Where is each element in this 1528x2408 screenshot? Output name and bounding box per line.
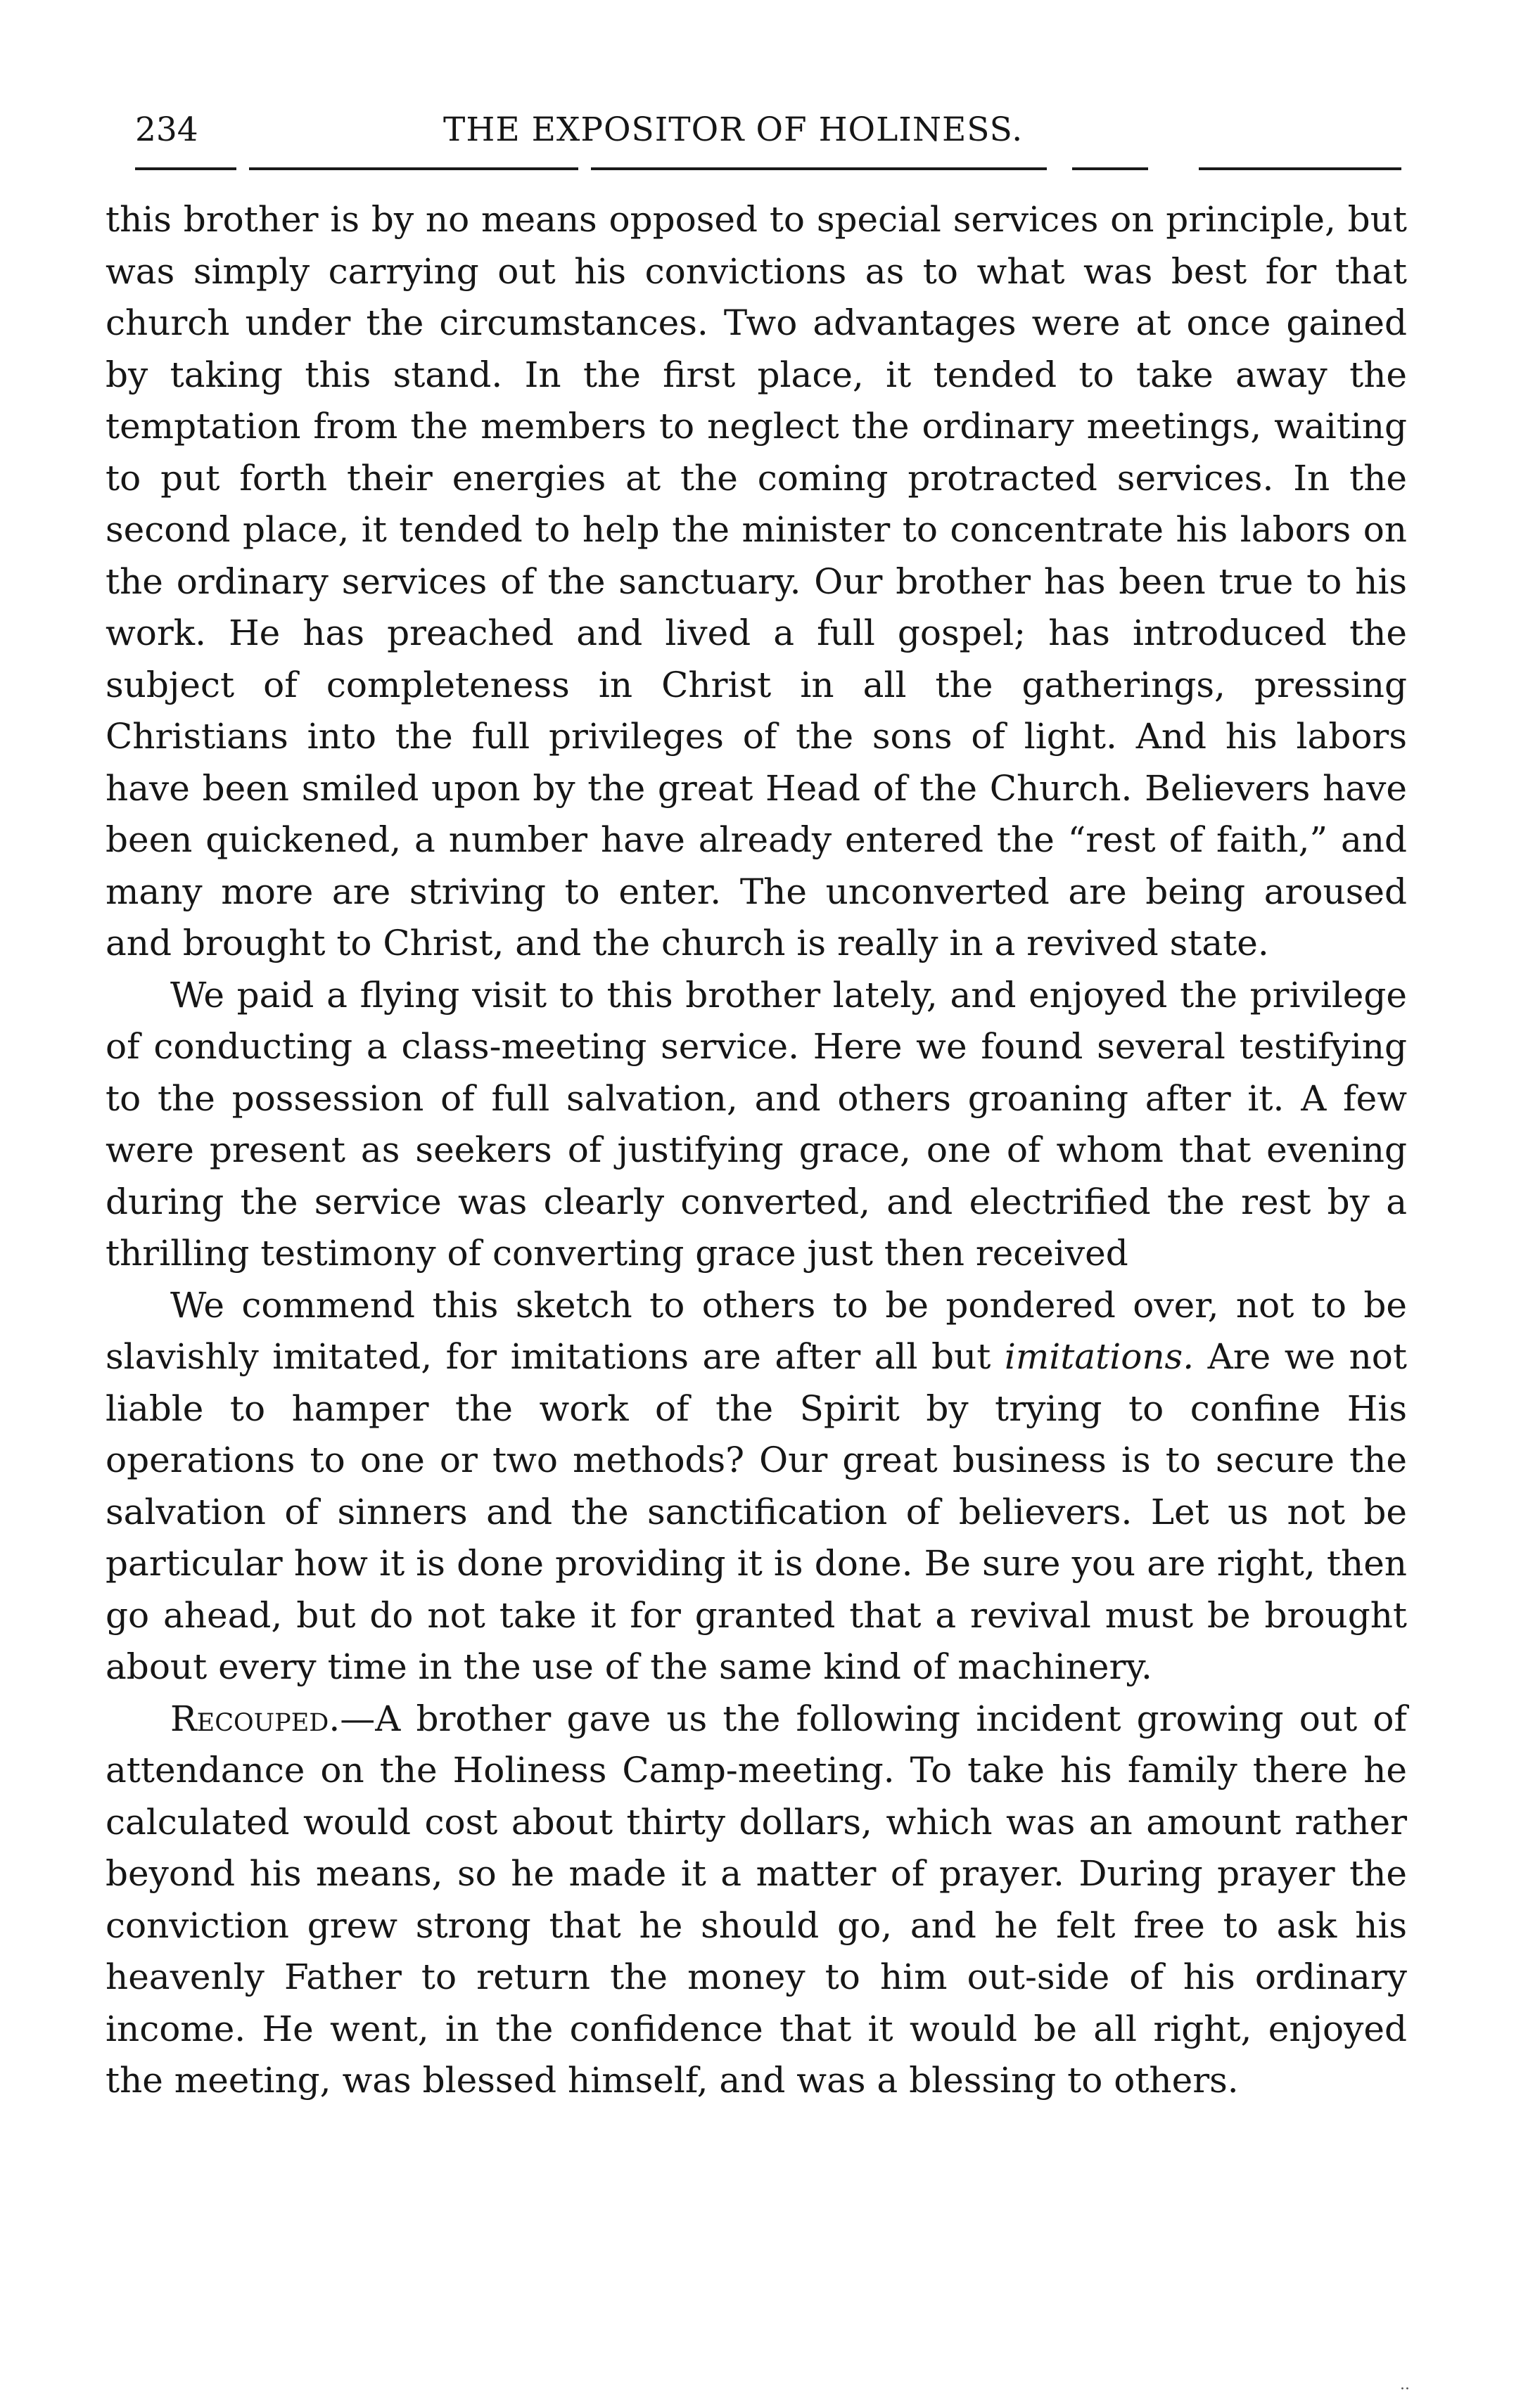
recouped-heading: Recouped. xyxy=(170,1698,340,1739)
page-number: 234 xyxy=(135,110,198,149)
paragraph-2: We paid a flying visit to this brother lately, and enjoyed the privilege of conducting a class-meeting service. Here we found several testifying to the possession of full salvation, and others groaning after it. A few were present as seekers of justifying grace, one of whom that evening during the service was clearly converted, and electrified the rest by a thrilling testimony of converting grace just then received xyxy=(106,974,1407,1274)
paragraph-3-text-end: Are we not liable to hamper the work of the Spirit by trying to confine His operations to one or two methods? Our great business is to secure the salvation of sinners and the sanctification of believers. Let us not be particular how it is done providing it is done. Be sure you are right, then go ahead, but do not take it for granted that a revival must be brought about every time in the use of the same kind of machinery. xyxy=(106,1336,1407,1687)
paragraph-4 xyxy=(106,1693,1407,2107)
paragraph-3-italic: imitations. xyxy=(1004,1336,1195,1377)
paragraph-3-text-start: We commend this sketch to others to be pondered over, not to be slavishly imitated, for imitations are after all but xyxy=(106,1284,1407,1377)
paragraph-1: this brother is by no means opposed to special services on principle, but was simply carrying out his convictions as to what was best for that church under the circumstances. Two advantages were at once gained by taking this stand. In the first place, it tended to take away the temptation from the members to neglect the ordinary meetings, waiting to put forth their energies at the coming protracted services. In the second place, it tended to help the minister to concentrate his labors on the ordinary services of the sanctuary. Our brother has been true to his work. He has preached and lived a full gospel; has introduced the subject of completeness in Christ in all the gatherings, pressing Christians into the full privileges of the sons of light. And his labors have been smiled upon by the great Head of the Church. Believers have been quickened, a number have already entered the “rest of faith,” and many more are striving to enter. The unconverted are being aroused and brought to Christ, and the church is really in a revived state. xyxy=(106,199,1407,963)
running-head xyxy=(106,98,1407,162)
header-rule xyxy=(135,167,1401,170)
article-body xyxy=(106,194,1407,2107)
paragraph-3 xyxy=(106,1280,1407,1693)
page xyxy=(106,98,1407,2107)
journal-title: THE EXPOSITOR OF HOLINESS. xyxy=(443,110,1024,149)
paragraph-4-text: —A brother gave us the following incident growing out of attendance on the Holiness Camp-meeting. To take his family there he calculated would cost about thirty dollars, which was an amount rather beyond his means, so he made it a matter of prayer. During prayer the conviction grew strong that he should go, and he felt free to ask his heavenly Father to return the money to him out-side of his ordinary income. He went, in the confidence that it would be all right, enjoyed the meeting, was blessed himself, and was a blessing to others. xyxy=(106,1698,1407,2101)
corner-mark: ·· xyxy=(1400,2381,1410,2398)
